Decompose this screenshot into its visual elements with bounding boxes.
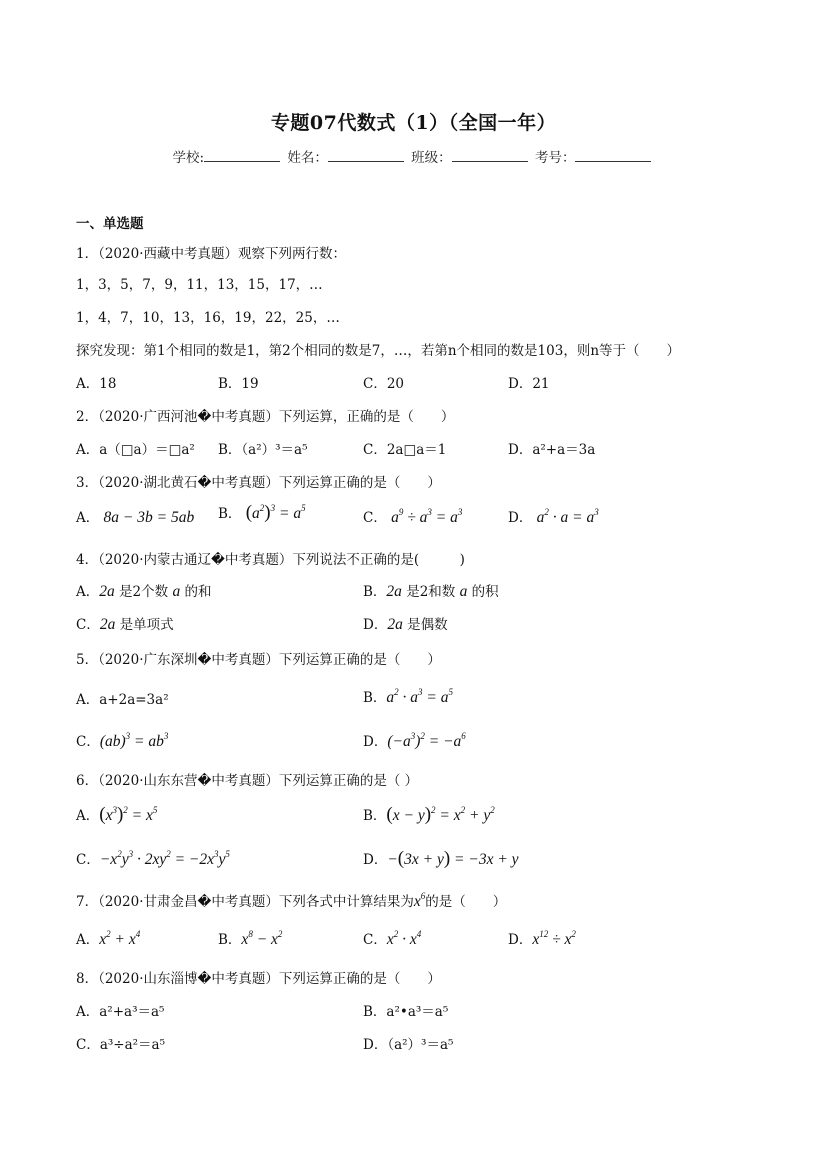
q3-option-d-formula: $a^2 \cdot a = a^3$ (536, 507, 599, 526)
q3-option-a-formula: 8a − 3b = 5ab (103, 509, 195, 526)
q8-option-a[interactable]: A．a²+a³＝a⁵ (76, 1004, 165, 1020)
id-label: 考号： (534, 150, 576, 166)
q1-option-c[interactable]: C．20 (363, 376, 405, 392)
q3-option-d[interactable] (508, 506, 599, 527)
q7-option-b[interactable]: B．$x^8 - x^2$ (218, 929, 283, 948)
q3-option-a[interactable] (76, 506, 194, 527)
school-blank[interactable] (204, 149, 280, 162)
q3-option-d-label: D． (508, 510, 533, 526)
q4-option-a-text1: 是2个数 (119, 584, 169, 600)
q6-option-d[interactable]: D．−(3x + y) = −3x + y (363, 848, 519, 869)
q5-stem: 5．（2020·广东深圳�中考真题）下列运算正确的是（ ） (76, 652, 441, 668)
q2-option-b[interactable]: B．（a²）³＝a⁵ (218, 442, 308, 458)
id-blank[interactable] (575, 149, 651, 162)
q1-stem: 1．（2020·西藏中考真题）观察下列两行数： (76, 246, 346, 262)
q8-stem: 8．（2020·山东淄博�中考真题）下列运算正确的是（ ） (76, 971, 441, 987)
q1-option-b[interactable]: B．19 (218, 376, 259, 392)
q1-option-d[interactable]: D．21 (508, 376, 550, 392)
school-label: 学校: (172, 150, 205, 166)
q3-option-b-label: B． (218, 506, 242, 522)
q7-stem: 7．（2020·甘肃金昌�中考真题）下列各式中计算结果为$x^6$的是（ ） (76, 891, 507, 910)
q3-option-a-label: A． (76, 510, 100, 526)
q7-stem-pre: 7．（2020·甘肃金昌�中考真题）下列各式中计算结果为 (76, 894, 414, 910)
q5-option-a[interactable]: A．a+2a=3a² (76, 692, 169, 708)
q5-option-d[interactable]: D．$(-a^3)^2 = -a^6$ (363, 731, 466, 750)
q3-option-c[interactable] (363, 506, 462, 527)
q5-option-b[interactable]: B．$a^2 \cdot a^3 = a^5$ (363, 687, 454, 706)
q4-option-d-text: 是偶数 (407, 617, 448, 633)
q7-option-d[interactable]: D．$x^{12} \div x^2$ (508, 929, 576, 948)
q4-option-c[interactable]: C．2a 是单项式 (76, 616, 174, 633)
q6-stem: 6．（2020·山东东营�中考真题）下列运算正确的是（ ） (76, 773, 419, 789)
q5-option-c[interactable]: C．$(ab)^3 = ab^3$ (76, 731, 169, 750)
student-info-line (0, 146, 827, 166)
class-label: 班级： (411, 150, 452, 166)
class-blank[interactable] (452, 149, 528, 162)
q4-option-c-text: 是单项式 (119, 617, 174, 633)
q6-option-c[interactable]: C．$-x^2y^3 \cdot 2xy^2 = -2x^3y^5$ (76, 849, 230, 868)
q7-option-c[interactable]: C．$x^2 \cdot x^4$ (363, 929, 422, 948)
q4-option-d[interactable]: D．2a 是偶数 (363, 616, 448, 633)
q3-option-c-formula: $a^9 \div a^3 = a^3$ (391, 507, 463, 526)
q8-option-b[interactable]: B．a²•a³＝a⁵ (363, 1004, 449, 1020)
q2-option-d[interactable]: D．a²+a＝3a (508, 442, 596, 458)
name-blank[interactable] (328, 149, 404, 162)
section-title: 一、单选题 (76, 216, 144, 232)
q2-option-a[interactable]: A．a（□a）＝□a² (76, 442, 195, 458)
q7-stem-post: 的是（ ） (425, 894, 507, 910)
q1-option-a[interactable]: A．18 (76, 376, 117, 392)
q1-row1: 1，3，5，7，9，11，13，15，17，… (76, 277, 323, 293)
q2-stem: 2．（2020·广西河池�中考真题）下列运算，正确的是（ ） (76, 409, 455, 425)
page-title: 专题07代数式（1）（全国一年） (270, 112, 557, 134)
q3-option-b[interactable] (218, 502, 306, 524)
name-label: 姓名： (287, 150, 328, 166)
q2-option-c[interactable]: C．2a□a＝1 (363, 442, 447, 458)
q6-option-a[interactable]: A．$(x^3)^2 = x^5$ (76, 804, 158, 825)
q3-stem: 3．（2020·湖北黄石�中考真题）下列运算正确的是（ ） (76, 475, 441, 491)
q3-option-b-formula: $(a^2)^3 = a^5$ (245, 502, 306, 523)
q1-ask: 探究发现：第1个相同的数是1，第2个相同的数是7，…，若第n个相同的数是103，则n等于（ ） (76, 343, 681, 359)
q1-row2: 1，4，7，10，13，16，19，22，25，… (76, 310, 340, 326)
q4-option-b[interactable]: B．2a 是2和数 a 的积 (363, 583, 499, 600)
q4-option-b-text1: 是2和数 (406, 584, 456, 600)
q7-option-a[interactable]: A．$x^2 + x^4$ (76, 929, 141, 948)
q4-option-a-text2: 的和 (184, 584, 212, 600)
q6-option-b[interactable]: B．$(x - y)^2 = x^2 + y^2$ (363, 804, 495, 825)
q8-option-d[interactable]: D．（a²）³＝a⁵ (363, 1037, 454, 1053)
q8-option-c[interactable]: C．a³÷a²＝a⁵ (76, 1037, 166, 1053)
q4-option-b-text2: 的积 (471, 584, 499, 600)
q4-option-a[interactable]: A．2a 是2个数 a 的和 (76, 583, 212, 600)
q3-option-c-label: C． (363, 510, 387, 526)
q4-stem: 4．（2020·内蒙古通辽�中考真题）下列说法不正确的是( ) (76, 552, 465, 568)
